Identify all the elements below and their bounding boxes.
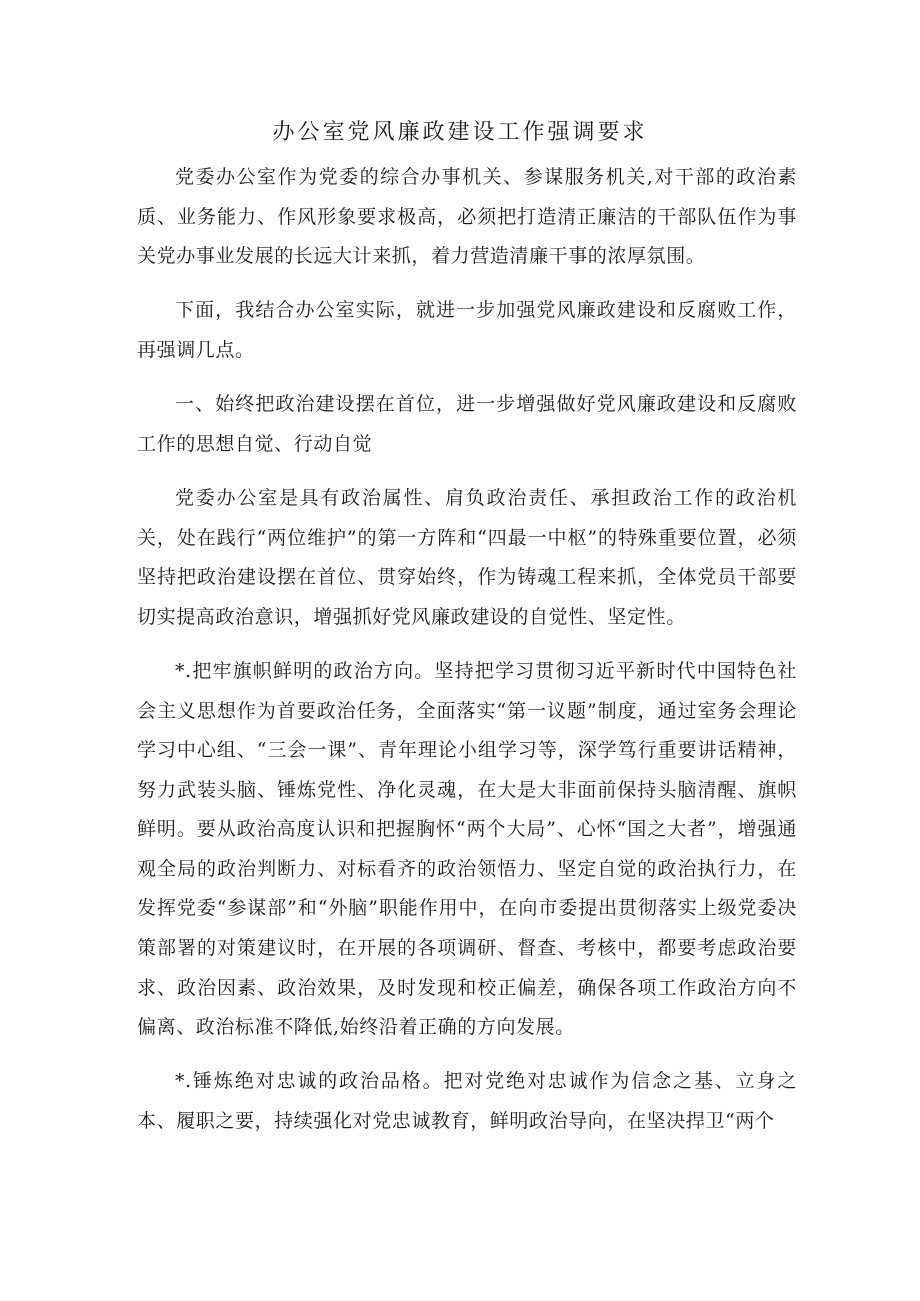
paragraph-transition: 下面，我结合办公室实际，就进一步加强党风廉政建设和反腐败工作，再强调几点。 [137, 299, 797, 361]
paragraph-section-1-intro: 党委办公室是具有政治属性、肩负政治责任、承担政治工作的政治机关，处在践行“两位维护”的第一方阵和“四最一中枢”的特殊重要位置，必须坚持把政治建设摆在首位、贯穿始终，作为铸魂工程来抓，全体党员干部要切实提高政治意识，增强抓好党风廉政建设的自觉性、坚定性。 [137, 486, 797, 628]
paragraph-political-loyalty: *.锤炼绝对忠诚的政治品格。把对党绝对忠诚作为信念之基、立身之本、履职之要，持续强化对党忠诚教育，鲜明政治导向，在坚决捍卫“两个 [137, 1070, 797, 1133]
document-body [137, 158, 797, 1156]
paragraph-political-direction: *.把牢旗帜鲜明的政治方向。坚持把学习贯彻习近平新时代中国特色社会主义思想作为首要政治任务，全面落实“第一议题”制度，通过室务会理论学习中心组、“三会一课”、青年理论小组学习等，深学笃行重要讲话精神，努力武装头脑、锤炼党性、净化灵魂，在大是大非面前保持头脑清醒、旗帜鲜明。要从政治高度认识和把握胸怀“两个大局”、心怀“国之大者”，增强通观全局的政治判断力、对标看齐的政治领悟力、坚定自觉的政治执行力，在发挥党委“参谋部”和“外脑”职能作用中，在向市委提出贯彻落实上级党委决策部署的对策建议时，在开展的各项调研、督查、考核中，都要考虑政治要求、政治因素、政治效果，及时发现和校正偏差，确保各项工作政治方向不偏离、政治标准不降低,始终沿着正确的方向发展。 [137, 659, 797, 1039]
section-heading-1: 一、始终把政治建设摆在首位，进一步增强做好党风廉政建设和反腐败工作的思想自觉、行动自觉 [137, 393, 797, 455]
paragraph-intro: 党委办公室作为党委的综合办事机关、参谋服务机关,对干部的政治素质、业务能力、作风形象要求极高，必须把打造清正廉洁的干部队伍作为事关党办事业发展的长远大计来抓，着力营造清廉干事的浓厚氛围。 [137, 166, 797, 268]
document-title: 办公室党风廉政建设工作强调要求 [272, 120, 648, 145]
